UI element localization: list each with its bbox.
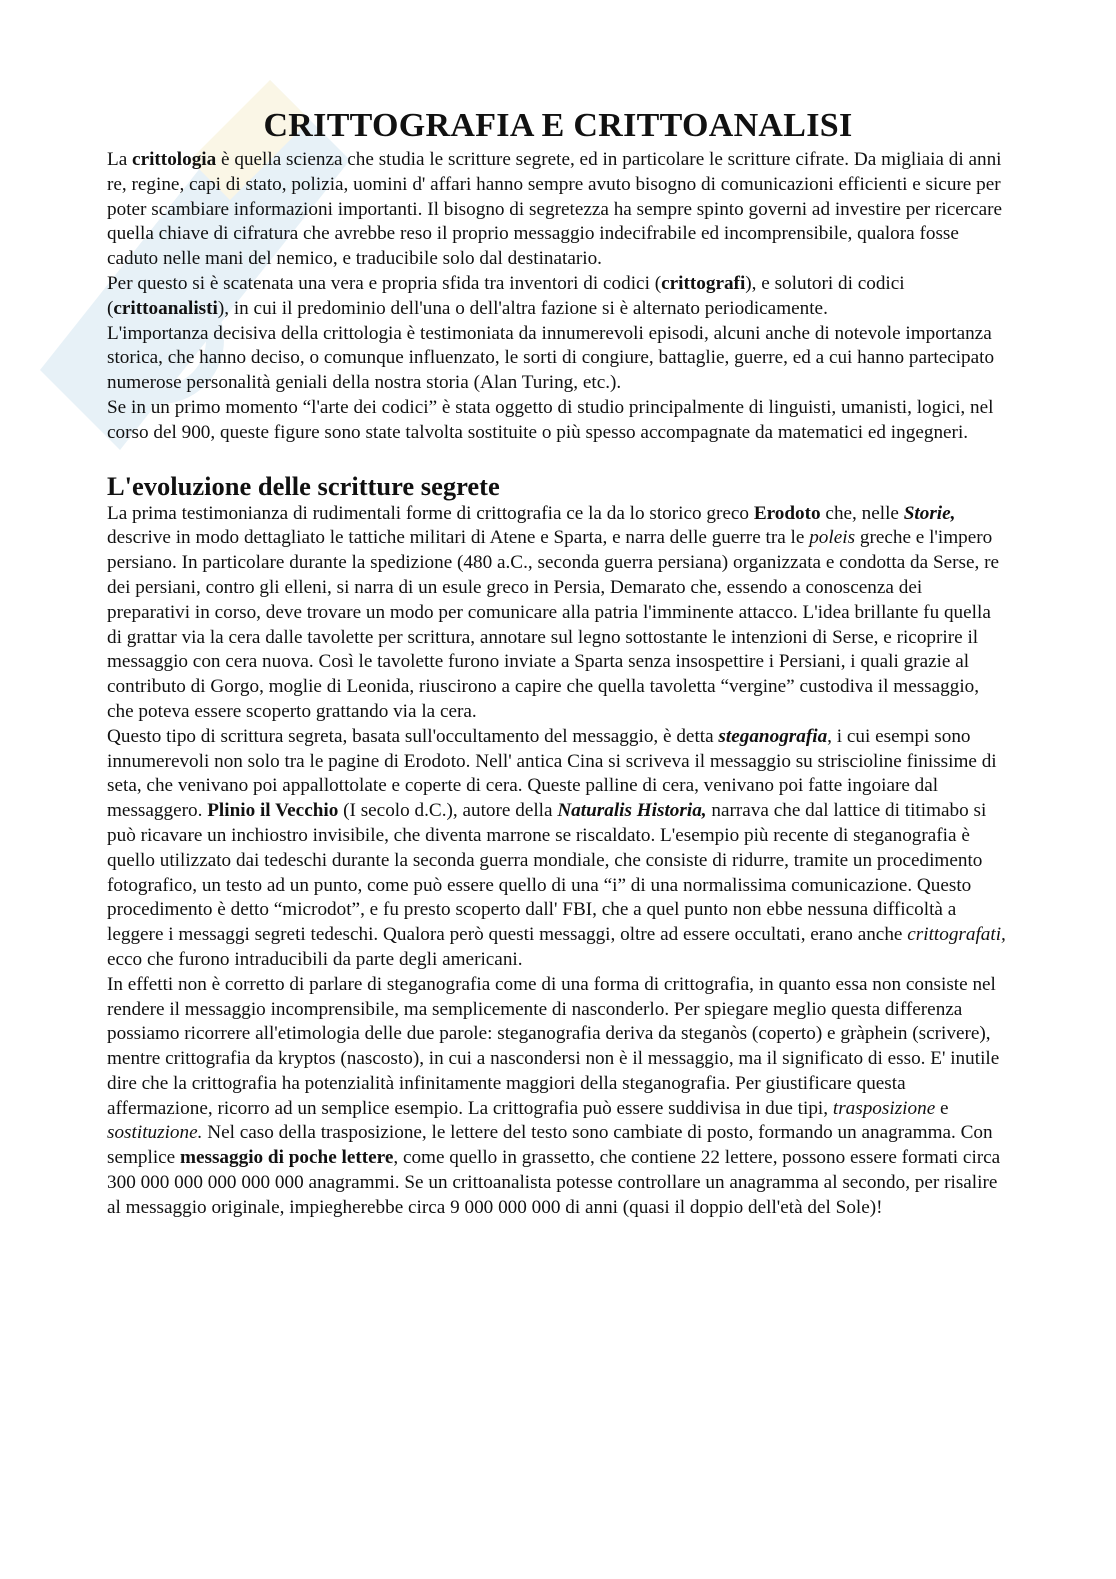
- term-erodoto: Erodoto: [753, 502, 821, 524]
- document-page: [107, 104, 1009, 1221]
- document-title: CRITTOGRAFIA E CRITTOANALISI: [263, 107, 853, 144]
- paragraph-sfida: Per questo si è scatenata una vera e propria sfida tra inventori di codici (crittografi), e solutori di codici (crittoanalisti), in cui il predominio dell'una o dell'altra fazione si è alternato periodicamente.: [107, 272, 905, 319]
- term-messaggio-poche-lettere: messaggio di poche lettere: [180, 1147, 394, 1169]
- paragraph-erodoto: La prima testimonianza di rudimentali forme di crittografia ce la da lo storico greco Erodoto che, nelle Storie, descrive in modo dettagliato le tattiche militari di Atene e Sparta, e narra delle guerre tra le poleis greche e l'impero persiano. In particolare durante la spedizione (480 a.C., seconda guerra persiana) organizzata e condotta da Serse, re dei persiani, contro gli elleni, si narra di un esule greco in Persia, Demarato che, essendo a conoscenza dei preparativi in corso, deve trovare un modo per comunicare alla patria l'imminente attacco. L'idea brillante fu quella di grattar via la cera dalle tavolette per scrittura, annotare sul legno sottostante le intenzioni di Serse, e ricoprire il messaggio con cera nuova. Così le tavolette furono inviate a Sparta senza insospettire i Persiani, i quali grazie al contributo di Gorgo, moglie di Leonida, riuscirono a capire che quella tavoletta “vergine” custodiva il messaggio, che poteva essere scoperto grattando via la cera.: [107, 502, 1000, 722]
- paragraph-arte-dei-codici: Se in un primo momento “l'arte dei codici” è stata oggetto di studio principalmente di linguisti, umanisti, logici, nel corso del 900, queste figure sono state talvolta sostituite o più spesso accompagnate da matematici ed ingegneri.: [107, 396, 994, 443]
- term-sostituzione: sostituzione.: [107, 1122, 203, 1144]
- paragraph-importanza: L'importanza decisiva della crittologia è testimoniata da innumerevoli episodi, alcuni anche di notevole importanza storica, che hanno deciso, o comunque influenzato, le sorti di congiure, battaglie, guerre, ed a cui hanno partecipato numerose personalità geniali della nostra storia (Alan Turing, etc.).: [107, 322, 995, 394]
- term-crittografati: crittografati,: [907, 924, 1006, 946]
- term-steganografia: steganografia: [718, 725, 828, 747]
- term-crittologia: crittologia: [132, 149, 217, 170]
- paragraph-steganografia: Questo tipo di scrittura segreta, basata sull'occultamento del messaggio, è detta steganografia, i cui esempi sono innumerevoli non solo tra le pagine di Erodoto. Nell' antica Cina si scriveva il messaggio su striscioline finissime di seta, che venivano poi appallottolate e coperte di cera. Queste palline di cera, venivano poi fatte ingoiare dal messaggero. Plinio il Vecchio (I secolo d.C.), autore della Naturalis Historia, narrava che dal lattice di titimabo si può ricavare un inchiostro invisibile, che diventa marrone se riscaldato. L'esempio più recente di steganografia è quello utilizzato dai tedeschi durante la seconda guerra mondiale, che consiste di ridurre, tramite un procedimento fotografico, un testo ad un punto, come può essere quello di una “i” di una normalissima comunicazione. Questo procedimento è detto “microdot”, e fu presto scoperto dall' FBI, che a quel punto non ebbe nessuna difficoltà a leggere i messaggi segreti tedeschi. Qualora però questi messaggi, oltre ad essere occultati, erano anche crittografati, ecco che furono intraducibili da parte degli americani.: [107, 725, 1006, 970]
- paragraph-differenza: In effetti non è corretto di parlare di steganografia come di una forma di crittografia, in quanto essa non consiste nel rendere il messaggio incomprensibile, ma semplicemente di nasconderlo. Per spiegare meglio questa differenza possiamo ricorrere all'etimologia delle due parole: steganografia deriva da steganòs (coperto) e gràphein (scrivere), mentre crittografia da kryptos (nascosto), in cui a nascondersi non è il messaggio, ma il significato di esso. E' inutile dire che la crittografia ha potenzialità infinitamente maggiori della steganografia. Per giustificare questa affermazione, ricorro ad un semplice esempio. La crittografia può essere suddivisa in due tipi, trasposizione e sostituzione. Nel caso della trasposizione, le lettere del testo sono cambiate di posto, formando un anagramma. Con semplice messaggio di poche lettere, come quello in grassetto, che contiene 22 lettere, possono essere formati circa 300 000 000 000 000 000 anagrammi. Se un crittoanalista potesse controllare un anagramma al secondo, per risalire al messaggio originale, impiegherebbe circa 9 000 000 000 di anni (quasi il doppio dell'età del Sole)!: [107, 973, 1001, 1218]
- term-crittografi: crittografi: [661, 272, 746, 294]
- term-poleis: poleis: [809, 527, 856, 549]
- term-trasposizione: trasposizione: [832, 1097, 936, 1119]
- paragraph-intro-crittologia: La crittologia è quella scienza che studia le scritture segrete, ed in particolare le scritture cifrate. Da migliaia di anni re, regine, capi di stato, polizia, uomini d' affari hanno sempre avuto bisogno di comunicazioni efficienti e sicure per poter scambiare informazioni importanti. Il bisogno di segretezza ha sempre spinto governi ad investire per ricercare quella chiave di cifratura che avrebbe reso il proprio messaggio indecifrabile ed incomprensibile, qualora fosse caduto nelle mani del nemico, e traducibile solo dal destinatario.: [107, 149, 1003, 270]
- term-naturalis-historia: Naturalis Historia,: [557, 800, 707, 822]
- section-heading-evoluzione: L'evoluzione delle scritture segrete: [107, 470, 500, 501]
- term-storie: Storie,: [903, 502, 956, 524]
- term-plinio: Plinio il Vecchio: [207, 800, 339, 822]
- term-crittoanalisti: crittoanalisti: [113, 297, 218, 319]
